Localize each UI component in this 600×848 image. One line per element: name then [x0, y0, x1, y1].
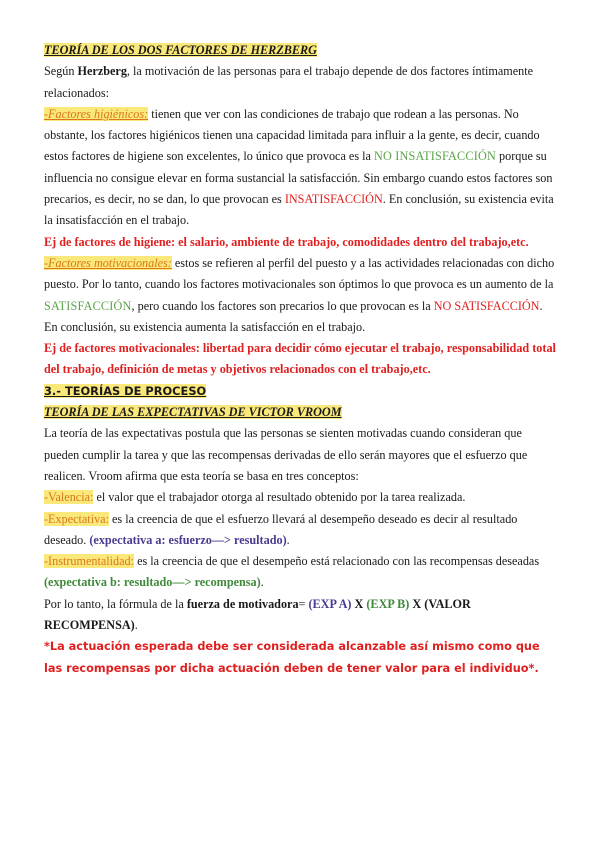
hygiene-factors-label: -Factores higiénicos:: [44, 106, 149, 121]
instrumentality-paragraph: -Instrumentalidad: es la creencia de que el desempeño está relacionado con las recompensas deseadas (expectativa b: resultado—> recompensa).: [44, 554, 540, 590]
hygiene-example: Ej de factores de higiene: el salario, ambiente de trabajo, comodidades dentro del trabajo,etc.: [44, 234, 529, 249]
expectancy-paragraph: -Expectativa: es la creencia de que el esfuerzo llevará al desempeño deseado es decir al resultado deseado. (expectativa a: esfuerzo—> resultado).: [44, 511, 518, 547]
motivational-factors-paragraph: -Factores motivacionales: estos se refieren al perfil del puesto y a las actividades relacionadas con dicho puesto. Por lo tanto, cuando los factores motivacionales son óptimos lo que provoca es un aumento de la SATISFACCIÓN, pero cuando los factores son precarios lo que provocan es la NO SATISFACCIÓN. En conclusión, su existencia aumenta la satisfacción en el trabajo.: [44, 255, 555, 334]
hygiene-factors-paragraph: -Factores higiénicos: tienen que ver con las condiciones de trabajo que rodean a las personas. No obstante, los factores higiénicos tienen una capacidad limitada para influir a la gente, es decir, cuando estos factores de higiene son excelentes, lo único que provoca es la NO INSATISFACCIÓN porque su influencia no consigue elevar en forma sustancial la satisfacción. Sin embargo cuando estos factores son precarios, es decir, no se dan, lo que provocan es INSATISFACCIÓN. En conclusión, su existencia evita la insatisfacción en el trabajo.: [44, 106, 554, 228]
motivational-example: Ej de factores motivacionales: libertad para decidir cómo ejecutar el trabajo, responsabilidad total del trabajo, definición de metas y objetivos relacionados con el trabajo,etc.: [44, 341, 556, 377]
herzberg-intro: Según Herzberg, la motivación de las personas para el trabajo depende de dos factores íntimamente relacionados:: [44, 64, 534, 100]
expectancy-label: -Expectativa:: [44, 511, 109, 526]
vroom-intro: La teoría de las expectativas postula que las personas se sienten motivadas cuando consideran que pueden cumplir la tarea y que las recompensas derivadas de ello serán mayores que el esfuerzo que realicen. Vroom afirma que esta teoría se basa en tres conceptos:: [44, 426, 528, 483]
valence-paragraph: -Valencia: el valor que el trabajador otorga al resultado obtenido por la tarea realizada.: [44, 490, 466, 505]
motivational-factors-label: -Factores motivacionales:: [44, 255, 172, 270]
herzberg-title: TEORÍA DE LOS DOS FACTORES DE HERZBERG: [44, 43, 317, 57]
vroom-title: TEORÍA DE LAS EXPECTATIVAS DE VICTOR VROOM: [44, 405, 342, 420]
motivation-formula: Por lo tanto, la fórmula de la fuerza de motivadora= (EXP A) X (EXP B) X (VALOR RECOMPENSA).: [44, 596, 471, 633]
process-theories-heading: 3.- TEORÍAS DE PROCESO: [44, 383, 207, 398]
instrumentality-label: -Instrumentalidad:: [44, 554, 135, 569]
expected-performance-note: *La actuación esperada debe ser considerada alcanzable así mismo como que las recompensas por dicha actuación deben de tener valor para el individuo*.: [44, 640, 540, 675]
valence-label: -Valencia:: [44, 490, 94, 505]
